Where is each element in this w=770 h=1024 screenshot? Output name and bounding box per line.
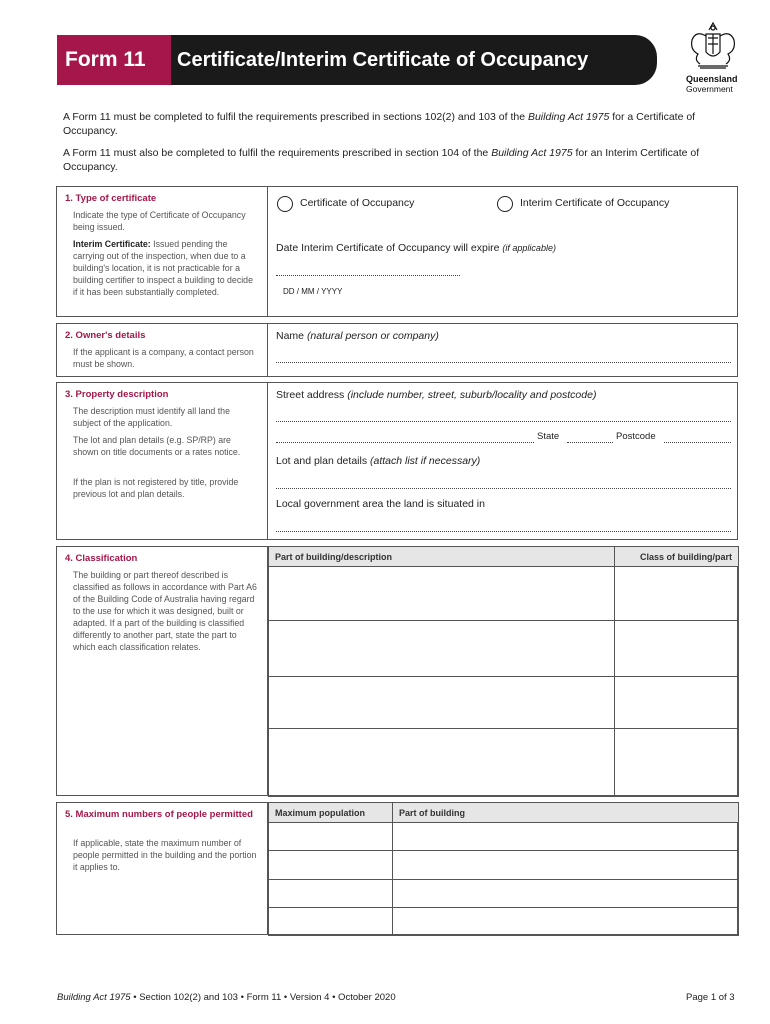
expire-date-label: Date Interim Certificate of Occupancy will expire (if applicable) — [276, 242, 556, 254]
logo-line1: Queensland — [686, 74, 738, 84]
col-part-of-building: Part of building/description — [269, 547, 615, 567]
table-cell-input[interactable] — [269, 567, 615, 621]
col-part-of-building: Part of building — [393, 803, 739, 823]
classification-table — [268, 546, 739, 797]
table-cell-input[interactable] — [269, 621, 615, 677]
form-number: Form 11 — [57, 35, 171, 85]
section-title: 2. Owner's details — [65, 330, 146, 341]
radio-certificate-of-occupancy[interactable] — [277, 196, 293, 212]
lot-plan-label: Lot and plan details (attach list if necessary) — [276, 455, 481, 467]
table-cell-input[interactable] — [615, 729, 739, 797]
coat-of-arms-icon — [686, 20, 740, 72]
table-cell-input[interactable] — [615, 567, 739, 621]
section-description: If applicable, state the maximum number of people permitted in the building and the portion it applies to. — [73, 838, 257, 872]
form-header — [57, 35, 657, 85]
section-title: 3. Property description — [65, 389, 169, 400]
col-maximum-population: Maximum population — [269, 803, 393, 823]
table-cell-input[interactable] — [615, 677, 739, 729]
state-input[interactable] — [567, 442, 613, 443]
section-title: 4. Classification — [65, 553, 138, 564]
street-address-input-1[interactable] — [276, 421, 731, 422]
section-title: 1. Type of certificate — [65, 193, 157, 204]
section-property-description — [56, 382, 738, 540]
table-cell-input[interactable] — [615, 621, 739, 677]
lga-label: Local government area the land is situated in — [276, 498, 485, 510]
lga-input[interactable] — [276, 531, 731, 532]
footer-reference: Building Act 1975 • Section 102(2) and 103 • Form 11 • Version 4 • October 2020 — [57, 992, 396, 1003]
section-description: The building or part thereof described is classified as follows in accordance with Part A6 of the Building Code of Australia having regard to the use for which it was designed, built or adapted. If a part of the building is classified differently to another part, state the part to which each classification relates. — [73, 570, 257, 652]
section-owners-details — [56, 323, 738, 377]
lot-plan-input[interactable] — [276, 488, 731, 489]
section-description: Indicate the type of Certificate of Occupancy being issued. — [73, 210, 246, 232]
table-cell-input[interactable] — [269, 879, 393, 907]
intro-paragraph-1: A Form 11 must be completed to fulfil the requirements prescribed in sections 102(2) and 103 of the Building Act 1975 for a Certificate of Occupancy. — [63, 111, 696, 137]
postcode-input[interactable] — [664, 442, 731, 443]
owner-name-label: Name (natural person or company) — [276, 330, 439, 342]
table-cell-input[interactable] — [269, 823, 393, 851]
section-type-of-certificate — [56, 186, 738, 317]
street-address-label: Street address (include number, street, suburb/locality and postcode) — [276, 389, 597, 401]
section-maximum-numbers — [56, 802, 738, 935]
date-format-hint: DD / MM / YYYY — [283, 287, 343, 296]
intro-paragraph-2: A Form 11 must also be completed to fulfil the requirements prescribed in section 104 of the Building Act 1975 for an Interim Certificate of Occupancy. — [63, 147, 700, 173]
section-description-1: The description must identify all land the subject of the application. — [73, 406, 230, 428]
logo-line2: Government — [686, 84, 733, 94]
owner-name-input[interactable] — [276, 362, 731, 363]
section-title: 5. Maximum numbers of people permitted — [65, 809, 253, 820]
table-cell-input[interactable] — [393, 851, 739, 879]
table-cell-input[interactable] — [269, 677, 615, 729]
option-certificate-label: Certificate of Occupancy — [300, 197, 415, 209]
section-description-2: The lot and plan details (e.g. SP/RP) are shown on title documents or a rates notice. — [73, 435, 241, 457]
expire-date-input[interactable] — [276, 275, 460, 276]
table-cell-input[interactable] — [269, 851, 393, 879]
table-cell-input[interactable] — [393, 879, 739, 907]
section-description-3: If the plan is not registered by title, provide previous lot and plan details. — [73, 477, 239, 499]
state-label: State — [537, 431, 560, 442]
table-cell-input[interactable] — [269, 907, 393, 935]
section-classification — [56, 546, 738, 796]
queensland-government-logo — [680, 20, 742, 94]
postcode-label: Postcode — [616, 431, 656, 442]
section-description: If the applicant is a company, a contact person must be shown. — [73, 347, 254, 369]
radio-interim-certificate[interactable] — [497, 196, 513, 212]
table-cell-input[interactable] — [393, 907, 739, 935]
option-interim-label: Interim Certificate of Occupancy — [520, 197, 670, 209]
street-address-input-2[interactable] — [276, 442, 534, 443]
interim-note: Interim Certificate: Issued pending the carrying out of the inspection, when due to a building's location, it is not practicable for a building certifier to inspect a building to decide if it has been substantially completed. — [73, 239, 253, 297]
table-cell-input[interactable] — [269, 729, 615, 797]
form-title: Certificate/Interim Certificate of Occupancy — [171, 35, 657, 85]
population-table — [268, 802, 739, 936]
page-number: Page 1 of 3 — [686, 992, 735, 1003]
table-cell-input[interactable] — [393, 823, 739, 851]
col-class-of-building: Class of building/part — [615, 547, 739, 567]
